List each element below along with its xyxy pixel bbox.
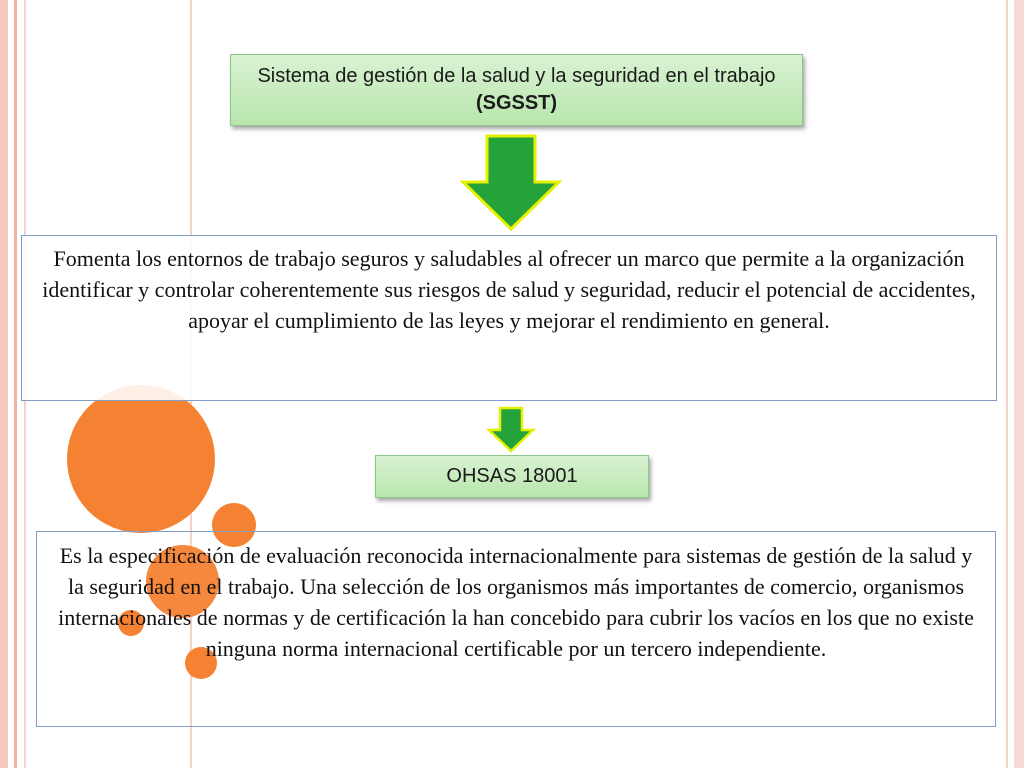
ohsas-box (375, 455, 649, 498)
down-arrow-icon (459, 134, 563, 232)
sgsst-description-box (21, 235, 997, 401)
down-arrow-icon (486, 406, 536, 454)
decor-stripe (0, 0, 8, 768)
ohsas-description-box (36, 531, 996, 727)
decor-stripe (1014, 0, 1024, 768)
decor-stripe (14, 0, 17, 768)
decor-circle-large (67, 385, 215, 533)
ohsas-label: OHSAS 18001 (446, 465, 578, 487)
ohsas-description-text: Es la especificación de evaluación reconocida internacionalmente para sistemas de gestión de la salud y la seguridad en el trabajo. Una selección de los organismos más importantes de comercio, organismos internacionales de normas y de certificación la han concebido para cubrir los vacíos en los que no existe ninguna norma internacional certificable por un tercero independiente. (58, 543, 974, 661)
sgsst-description-text: Fomenta los entornos de trabajo seguros y saludables al ofrecer un marco que permite a la organización identificar y controlar coherentemente sus riesgos de salud y seguridad, reducir el potencial de accidentes, apoyar el cumplimiento de las leyes y mejorar el rendimiento en general. (42, 246, 976, 333)
sgsst-acronym: (SGSST) (475, 92, 558, 114)
sgsst-title-text: Sistema de gestión de la salud y la seguridad en el trabajo (257, 65, 776, 87)
decor-stripe (1006, 0, 1008, 768)
sgsst-title-box (230, 54, 803, 126)
